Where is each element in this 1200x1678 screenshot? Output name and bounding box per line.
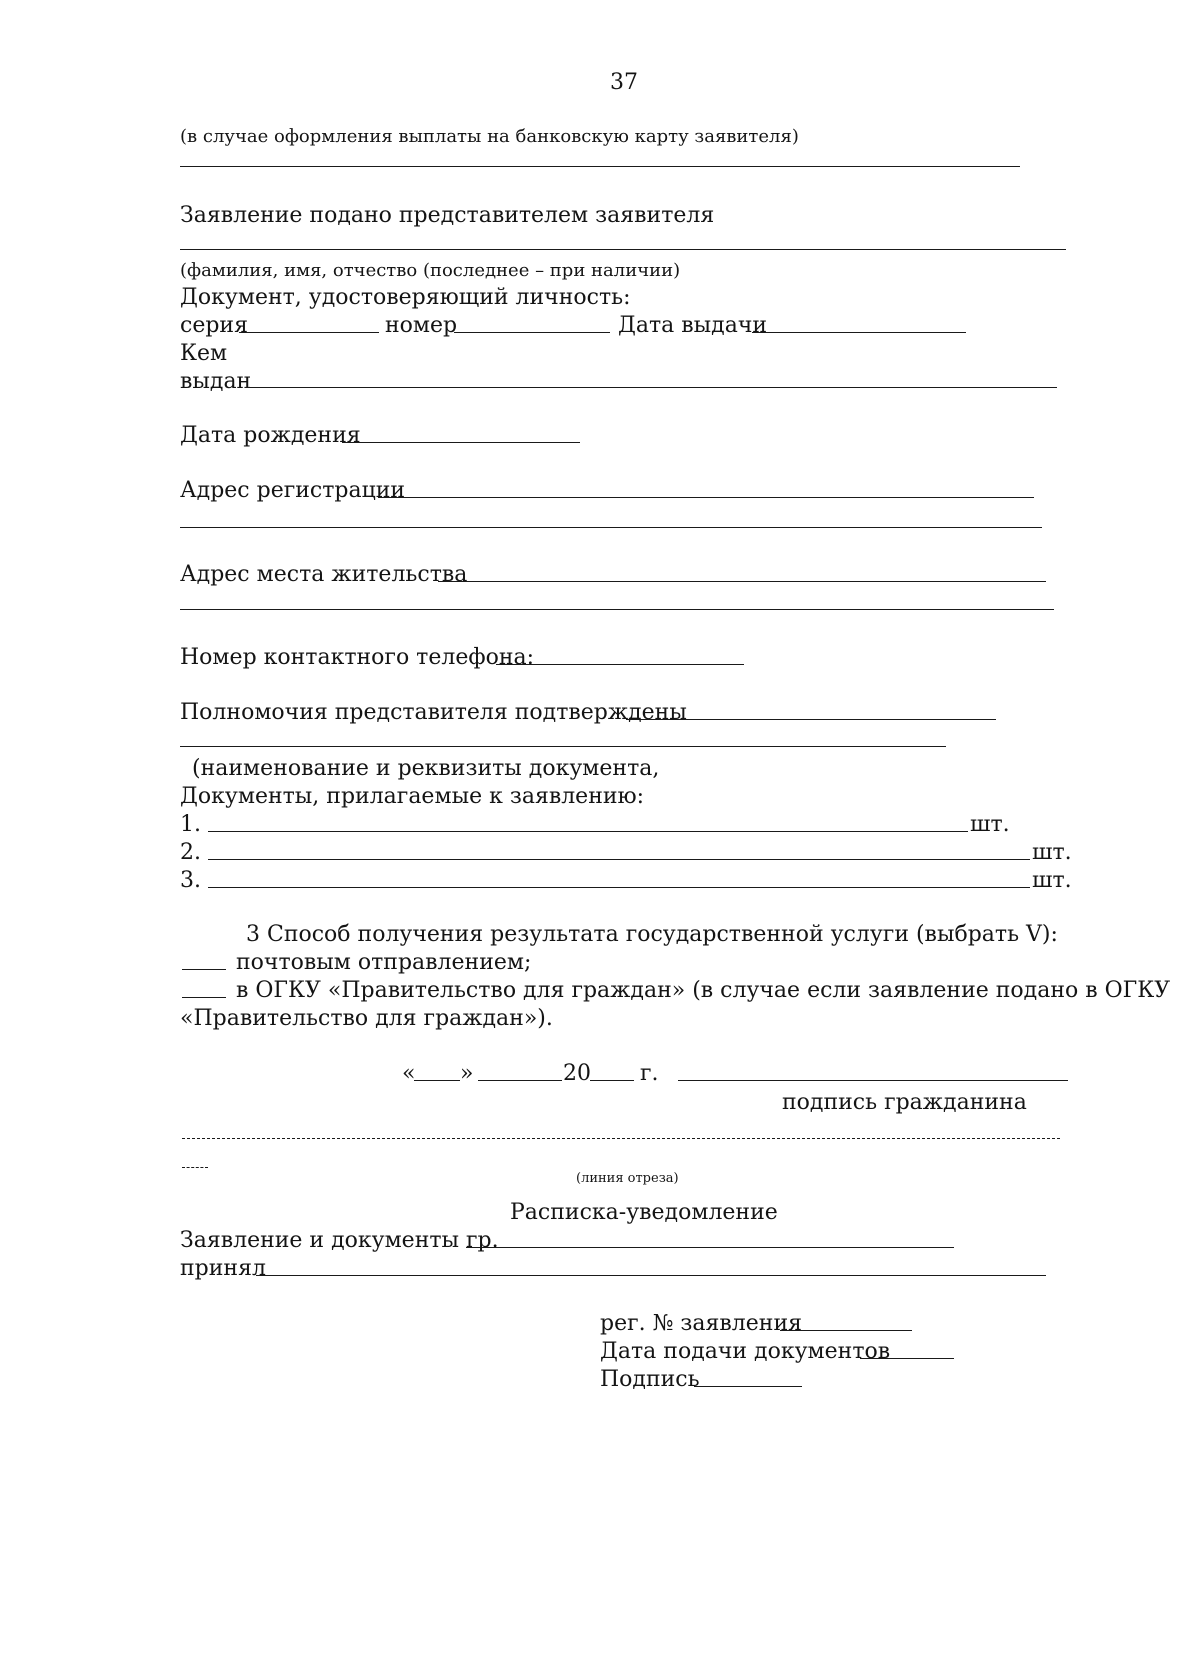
attachments-title: Документы, прилагаемые к заявлению: bbox=[180, 784, 645, 809]
issue-date-field-line[interactable] bbox=[752, 332, 966, 333]
cut-line-label: (линия отреза) bbox=[576, 1171, 679, 1186]
date-quote-open: « bbox=[402, 1061, 416, 1086]
residence-address-label: Адрес места жительства bbox=[180, 562, 468, 587]
number-label: номер bbox=[385, 313, 458, 338]
date-year-field-line[interactable] bbox=[590, 1080, 634, 1081]
date-quote-close: » bbox=[460, 1061, 474, 1086]
bank-card-note: (в случае оформления выплаты на банковскую карту заявителя) bbox=[180, 126, 799, 147]
page-number: 37 bbox=[610, 70, 638, 95]
attachment-3-number: 3. bbox=[180, 868, 201, 893]
cut-line-2 bbox=[182, 1167, 208, 1168]
receipt-accepted-field-line[interactable] bbox=[256, 1275, 1046, 1276]
reg-address-label: Адрес регистрации bbox=[180, 478, 406, 503]
receipt-title: Расписка-уведомление bbox=[510, 1200, 778, 1225]
reg-number-field-line[interactable] bbox=[780, 1330, 912, 1331]
authority-label: Полномочия представителя подтверждены bbox=[180, 700, 687, 725]
series-label: серия bbox=[180, 313, 248, 338]
result-method-title: 3 Способ получения результата государственной услуги (выбрать V): bbox=[246, 922, 1058, 947]
reg-number-label: рег. № заявления bbox=[600, 1311, 803, 1336]
attachment-2-number: 2. bbox=[180, 840, 201, 865]
attachment-2-field-line[interactable] bbox=[208, 859, 1030, 860]
authority-field-line-2[interactable] bbox=[180, 746, 946, 747]
reg-address-field-line-1[interactable] bbox=[378, 497, 1034, 498]
reg-address-field-line-2[interactable] bbox=[180, 527, 1042, 528]
authority-field-line-1[interactable] bbox=[626, 719, 996, 720]
attachment-2-unit: шт. bbox=[1032, 840, 1072, 865]
option-mail-label: почтовым отправлением; bbox=[236, 950, 532, 975]
series-field-line[interactable] bbox=[239, 332, 379, 333]
submit-date-field-line[interactable] bbox=[860, 1358, 954, 1359]
option-ogku-label-2: «Правительство для граждан»). bbox=[180, 1006, 553, 1031]
birth-date-field-line[interactable] bbox=[342, 442, 580, 443]
residence-address-field-line-2[interactable] bbox=[180, 609, 1054, 610]
residence-address-field-line-1[interactable] bbox=[438, 581, 1046, 582]
date-year-suffix: г. bbox=[640, 1061, 659, 1086]
date-month-field-line[interactable] bbox=[478, 1080, 562, 1081]
attachment-3-unit: шт. bbox=[1032, 868, 1072, 893]
receipt-signature-label: Подпись bbox=[600, 1367, 700, 1392]
date-day-field-line[interactable] bbox=[414, 1080, 460, 1081]
option-ogku-checkbox-line[interactable] bbox=[182, 997, 226, 998]
receipt-docs-from-label: Заявление и документы гр. bbox=[180, 1228, 499, 1253]
receipt-citizen-field-line[interactable] bbox=[466, 1247, 954, 1248]
representative-fio-line[interactable] bbox=[180, 249, 1066, 250]
attachment-1-unit: шт. bbox=[970, 812, 1010, 837]
citizen-signature-field-line[interactable] bbox=[678, 1080, 1068, 1081]
birth-date-label: Дата рождения bbox=[180, 423, 361, 448]
citizen-signature-caption: подпись гражданина bbox=[782, 1090, 1027, 1115]
cut-line-1 bbox=[182, 1138, 1060, 1139]
option-mail-checkbox-line[interactable] bbox=[182, 969, 226, 970]
attachment-1-field-line[interactable] bbox=[208, 831, 968, 832]
issued-by-label-2: выдан bbox=[180, 369, 252, 394]
submit-date-label: Дата подачи документов bbox=[600, 1339, 891, 1364]
doc-caption: (наименование и реквизиты документа, bbox=[192, 756, 660, 781]
issue-date-label: Дата выдачи bbox=[618, 313, 768, 338]
phone-label: Номер контактного телефона: bbox=[180, 645, 535, 670]
issued-by-field-line[interactable] bbox=[245, 387, 1057, 388]
receipt-accepted-label: принял bbox=[180, 1256, 266, 1281]
bank-card-field-line[interactable] bbox=[180, 166, 1020, 167]
receipt-signature-field-line[interactable] bbox=[694, 1386, 802, 1387]
option-ogku-label-1: в ОГКУ «Правительство для граждан» (в случае если заявление подано в ОГКУ bbox=[236, 978, 1171, 1003]
attachment-1-number: 1. bbox=[180, 812, 201, 837]
phone-field-line[interactable] bbox=[496, 664, 744, 665]
issued-by-label-1: Кем bbox=[180, 341, 228, 366]
number-field-line[interactable] bbox=[454, 332, 610, 333]
date-year-prefix: 20 bbox=[563, 1061, 591, 1086]
fio-caption: (фамилия, имя, отчество (последнее – при наличии) bbox=[180, 260, 681, 281]
attachment-3-field-line[interactable] bbox=[208, 887, 1030, 888]
id-document-label: Документ, удостоверяющий личность: bbox=[180, 285, 631, 310]
representative-title: Заявление подано представителем заявителя bbox=[180, 203, 715, 228]
